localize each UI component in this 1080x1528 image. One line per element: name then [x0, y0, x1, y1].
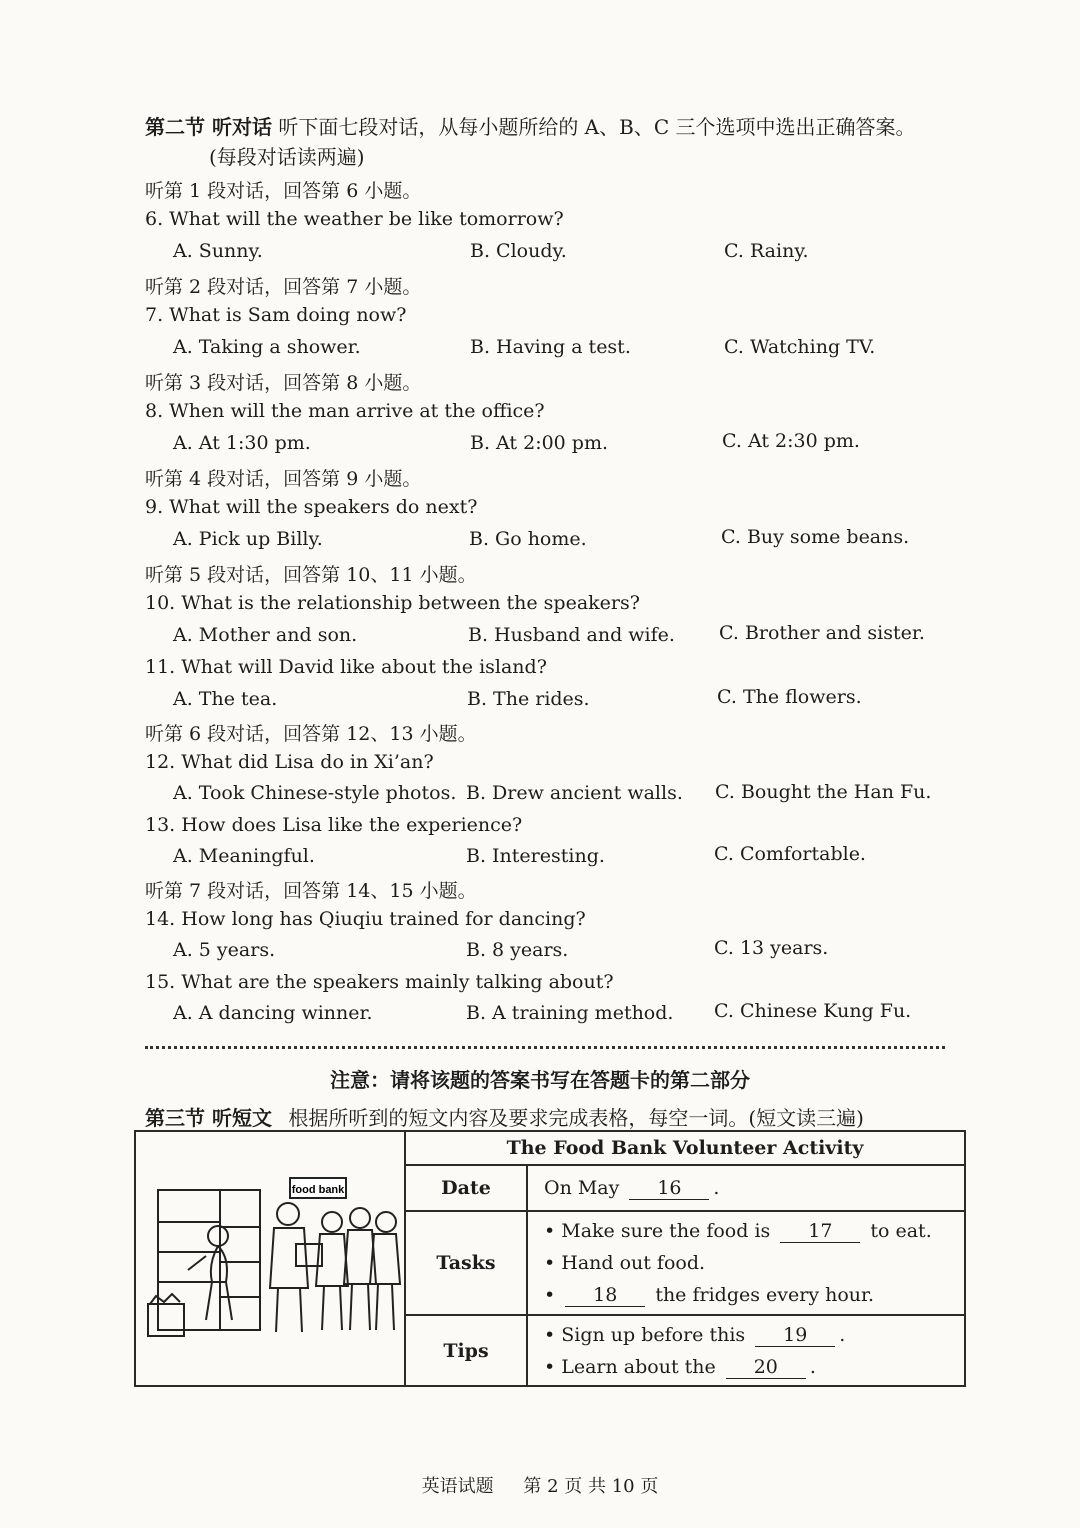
- fridge-icon: [158, 1190, 260, 1330]
- question-11: 11. What will David like about the island?: [145, 656, 547, 678]
- dialog-2-label: 听第 2 段对话，回答第 7 小题。: [145, 276, 422, 298]
- section3-heading: [145, 1102, 864, 1131]
- section2-title: 第二节 听对话: [145, 115, 272, 139]
- section2-instruction: 听下面七段对话，从每小题所给的 A、B、C 三个选项中选出正确答案。: [278, 115, 916, 139]
- footer-subject: 英语试题: [421, 1476, 494, 1497]
- q8-option-c: C. At 2:30 pm.: [722, 430, 860, 452]
- question-14: 14. How long has Qiuqiu trained for dancing?: [145, 908, 586, 930]
- question-13: 13. How does Lisa like the experience?: [145, 814, 523, 836]
- task-1-suffix: to eat.: [870, 1220, 932, 1242]
- q11-option-b: B. The rides.: [467, 688, 590, 710]
- girl-figure-icon: [188, 1226, 232, 1320]
- dialog-1-label: 听第 1 段对话，回答第 6 小题。: [145, 180, 422, 202]
- section3-title: 第三节 听短文: [145, 1106, 272, 1130]
- q8-option-b: B. At 2:00 pm.: [470, 432, 609, 454]
- question-10: 10. What is the relationship between the speakers?: [145, 592, 640, 614]
- q9-option-b: B. Go home.: [469, 528, 587, 550]
- task-1-text: • Make sure the food is: [544, 1220, 771, 1242]
- tip-2: • Learn about the 20 .: [544, 1355, 816, 1378]
- table-title: The Food Bank Volunteer Activity: [405, 1131, 965, 1165]
- question-12: 12. What did Lisa do in Xi’an?: [145, 751, 434, 773]
- q13-option-c: C. Comfortable.: [714, 843, 866, 865]
- blank-20: 20: [726, 1356, 806, 1379]
- q10-option-a: A. Mother and son.: [173, 624, 358, 646]
- q7-option-b: B. Having a test.: [470, 336, 631, 358]
- q6-option-c: C. Rainy.: [724, 240, 809, 262]
- volunteer-figure-icon: [270, 1203, 322, 1332]
- q15-option-b: B. A training method.: [466, 1002, 674, 1024]
- question-15: 15. What are the speakers mainly talking about?: [145, 971, 614, 993]
- date-label: Date: [405, 1165, 527, 1211]
- food-bank-sign: [290, 1178, 346, 1198]
- footer-page-number: 第 2 页 共 10 页: [523, 1476, 659, 1497]
- tasks-label: Tasks: [405, 1211, 527, 1315]
- tips-cell: [527, 1315, 965, 1386]
- tip-1-text: • Sign up before this: [544, 1323, 746, 1346]
- q12-option-c: C. Bought the Han Fu.: [715, 781, 932, 803]
- tip-1: • Sign up before this 19 .: [544, 1323, 846, 1346]
- food-bank-table: [134, 1130, 966, 1387]
- q14-option-a: A. 5 years.: [173, 939, 276, 961]
- q12-option-b: B. Drew ancient walls.: [466, 782, 683, 804]
- q13-option-b: B. Interesting.: [466, 845, 605, 867]
- q12-option-a: A. Took Chinese-style photos.: [173, 782, 457, 804]
- blank-17: 17: [780, 1220, 860, 1243]
- cut-line-divider: [145, 1046, 945, 1049]
- food-bank-illustration: [135, 1131, 405, 1386]
- question-7: 7. What is Sam doing now?: [145, 304, 407, 326]
- section3-instruction: 根据所听到的短文内容及要求完成表格，每空一词。(短文读三遍): [288, 1106, 864, 1130]
- q6-option-a: A. Sunny.: [173, 240, 263, 262]
- task-3-text: the fridges every hour.: [655, 1284, 875, 1306]
- q10-option-c: C. Brother and sister.: [719, 622, 925, 644]
- task-3: [544, 1279, 964, 1311]
- q8-option-a: A. At 1:30 pm.: [173, 432, 311, 454]
- task-2: • Hand out food.: [544, 1252, 706, 1274]
- q9-option-a: A. Pick up Billy.: [173, 528, 323, 550]
- section2-heading: [145, 112, 916, 172]
- q14-option-b: B. 8 years.: [466, 939, 569, 961]
- q10-option-b: B. Husband and wife.: [468, 624, 675, 646]
- q9-option-c: C. Buy some beans.: [721, 526, 910, 548]
- q11-option-c: C. The flowers.: [717, 686, 862, 708]
- question-8: 8. When will the man arrive at the office?: [145, 400, 545, 422]
- date-prefix: On May: [544, 1177, 620, 1199]
- answer-sheet-notice: 注意：请将该题的答案书写在答题卡的第二部分: [330, 1068, 750, 1092]
- blank-19: 19: [755, 1324, 835, 1347]
- section2-note: (每段对话读两遍): [209, 145, 365, 169]
- blank-18: 18: [565, 1284, 645, 1307]
- question-6: 6. What will the weather be like tomorrow?: [145, 208, 564, 230]
- queue-people-icon: [316, 1208, 400, 1330]
- q7-option-a: A. Taking a shower.: [173, 336, 361, 358]
- dialog-4-label: 听第 4 段对话，回答第 9 小题。: [145, 468, 422, 490]
- tips-label: Tips: [405, 1315, 527, 1386]
- q11-option-a: A. The tea.: [173, 688, 278, 710]
- dialog-3-label: 听第 3 段对话，回答第 8 小题。: [145, 372, 422, 394]
- dialog-6-label: 听第 6 段对话，回答第 12、13 小题。: [145, 723, 477, 745]
- dialog-7-label: 听第 7 段对话，回答第 14、15 小题。: [145, 880, 477, 902]
- page-footer: [0, 1472, 1080, 1498]
- blank-16: 16: [629, 1177, 709, 1200]
- tasks-cell: [527, 1211, 965, 1315]
- q6-option-b: B. Cloudy.: [470, 240, 567, 262]
- task-1: [544, 1215, 964, 1247]
- q7-option-c: C. Watching TV.: [724, 336, 876, 358]
- dialog-5-label: 听第 5 段对话，回答第 10、11 小题。: [145, 564, 477, 586]
- q15-option-a: A. A dancing winner.: [173, 1002, 373, 1024]
- question-9: 9. What will the speakers do next?: [145, 496, 478, 518]
- task-3-bullet: •: [544, 1284, 556, 1306]
- date-cell: On May 16 .: [527, 1165, 965, 1211]
- q15-option-c: C. Chinese Kung Fu.: [714, 1000, 912, 1022]
- q13-option-a: A. Meaningful.: [173, 845, 315, 867]
- tip-2-text: • Learn about the: [544, 1355, 716, 1378]
- q14-option-c: C. 13 years.: [714, 937, 829, 959]
- svg-text:food bank: food bank: [291, 1184, 345, 1196]
